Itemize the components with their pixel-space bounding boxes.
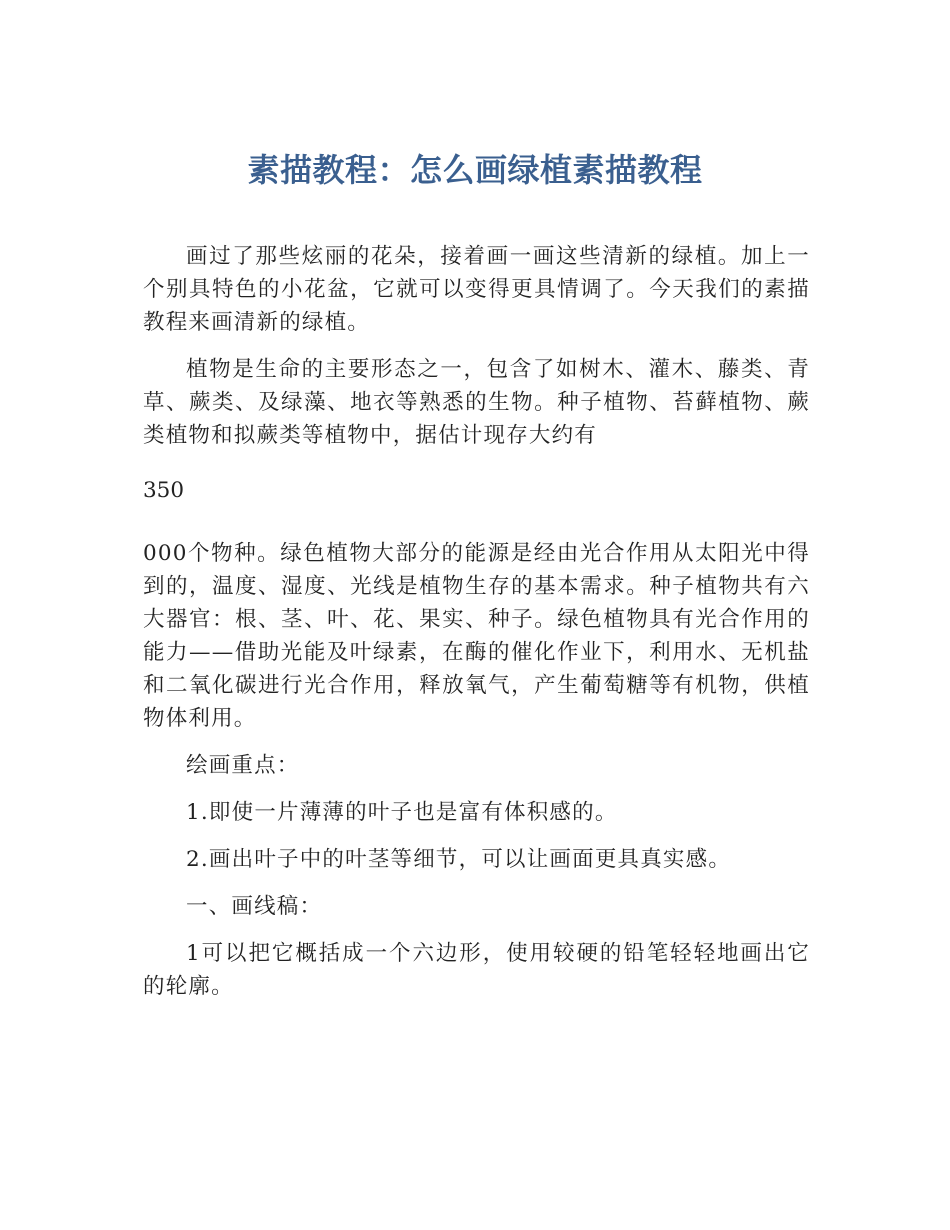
paragraph-section-heading: 一、画线稿： <box>186 894 323 919</box>
paragraph-plants: 植物是生命的主要形态之一，包含了如树木、灌木、藤类、青草、蕨类、及绿藻、地衣等熟悉的生物。种子植物、苔藓植物、蕨类植物和拟蕨类等植物中，据估计现存大约有 <box>143 357 810 448</box>
paragraph-step-1: 1可以把它概括成一个六边形，使用较硬的铅笔轻轻地画出它的轮廓。 <box>143 941 810 999</box>
document-title: 素描教程：怎么画绿植素描教程 <box>247 151 703 189</box>
paragraph-key-point-1: 1.即使一片薄薄的叶子也是富有体积感的。 <box>186 800 618 825</box>
paragraph-species: 000个物种。绿色植物大部分的能源是经由光合作用从太阳光中得到的，温度、湿度、光线是植物生存的基本需求。种子植物共有六大器官：根、茎、叶、花、果实、种子。绿色植物具有光合作用的能力——借助光能及叶绿素，在酶的催化作业下，利用水、无机盐和二氧化碳进行光合作用，释放氧气，产生葡萄糖等有机物，供植物体利用。 <box>143 541 810 731</box>
paragraph-key-points-heading: 绘画重点： <box>186 753 300 778</box>
paragraph-intro: 画过了那些炫丽的花朵，接着画一画这些清新的绿植。加上一个别具特色的小花盆，它就可以变得更具情调了。今天我们的素描教程来画清新的绿植。 <box>143 244 810 335</box>
paragraph-key-point-2: 2.画出叶子中的叶茎等细节，可以让画面更具真实感。 <box>186 847 732 872</box>
paragraph-number: 350 <box>143 478 185 503</box>
document-body <box>143 240 810 1017</box>
